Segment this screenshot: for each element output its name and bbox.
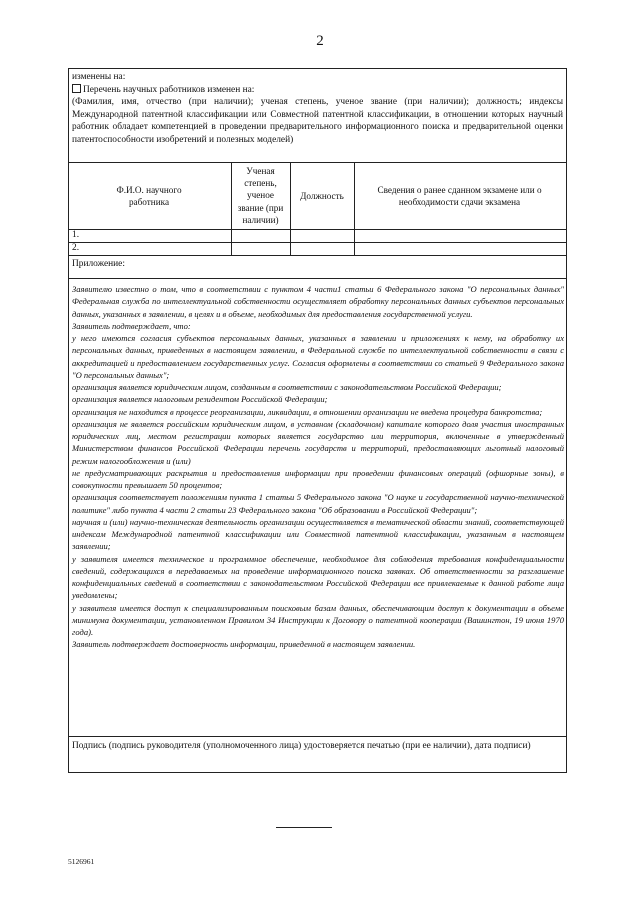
legal-bottom-border: [69, 736, 566, 737]
document-id: 5126961: [68, 857, 95, 866]
col-header-exam: Сведения о ранее сданном экзамене или о необходимости сдачи экзамена: [377, 185, 542, 208]
legal-paragraph: научная и (или) научно-техническая деятельность организации осуществляется в тематической области знаний, соответствующей индексам Международной патентной классификации или Совместной патентной классификации, указанным в настоящем заявлении;: [72, 516, 564, 552]
legal-paragraph: организация не находится в процессе реорганизации, ликвидации, в отношении организации не введена процедура банкротства;: [72, 406, 543, 417]
legal-paragraph: организация является налоговым резидентом Российской Федерации;: [72, 394, 328, 405]
legal-declarations: [72, 283, 564, 651]
legal-paragraph: Заявитель подтверждает достоверность информации, приведенной в настоящем заявлении.: [72, 639, 416, 650]
application-form-frame: [68, 68, 567, 773]
legal-paragraph: у заявителя имеется доступ к специализированным поисковым базам данных, обеспечивающим доступ к документации в объеме минимума документации, установленном Правилом 34 Инструкции к Договору о патентной кооперации (Вашингтон, 19 июня 1970 года).: [72, 602, 564, 637]
col-header-degree: Ученая степень, ученое звание (при наличии): [237, 166, 284, 225]
table-row-1-bottom-border: [69, 242, 566, 243]
attachment-label: Приложение:: [72, 259, 125, 269]
table-col-divider-3: [354, 162, 355, 255]
researchers-change-section: [72, 71, 563, 147]
table-top-border: [69, 162, 566, 163]
page-number: 2: [316, 33, 324, 49]
legal-paragraph: у заявителя имеется техническое и программное обеспечение, необходимое для соблюдения требования конфиденциальности сведений, содержащихся в передаваемых на проведение информационного поиска заявках. Об ответственности за разглашение конфиденциальных сведений в соответствии с законодательством Российской Федерации все привлекаемые к данной работе лица уведомлены;: [72, 553, 564, 601]
table-header-bottom-border: [69, 229, 566, 230]
legal-paragraph: организация не является российским юридическим лицом, в уставном (складочном) капитале которого доля участия иностранных юридических лиц, местом регистрации которых является государство или территория, включенные в утвержденный Министерством финансов Российской Федерации перечень государств и территорий, предоставляющих льготный налоговый режим налогообложения и (или): [72, 418, 564, 466]
col-header-fio: Ф.И.О. научного работника: [116, 185, 182, 208]
table-col-divider-2: [290, 162, 291, 255]
checkbox-label: Перечень научных работников изменен на:: [83, 84, 255, 95]
col-header-position: Должность: [300, 191, 344, 201]
footer-divider: [276, 827, 332, 828]
table-row-number: 1.: [72, 230, 80, 240]
table-col-divider-1: [231, 162, 232, 255]
legal-paragraph: Заявителю известно о том, что в соответствии с пунктом 4 части1 статьи 6 Федерального закона "О персональных данных" Федеральная служба по интеллектуальной собственности осуществляет обработку персональных данных субъектов персональных данных, указанных в заявлении, в целях и в объеме, необходимых для предоставления государственной услуги.: [72, 284, 564, 319]
researchers-list-checkbox-row: [72, 84, 563, 97]
legal-paragraph: организация соответствует положениям пункта 1 статьи 5 Федерального закона "О науке и государственной научно-технической политике" либо пункта 4 части 2 статьи 23 Федерального закона "Об образовании в Российской Федерации";: [72, 492, 564, 515]
table-row-2-bottom-border: [69, 255, 566, 256]
legal-paragraph: организация является юридическим лицом, созданным в соответствии с законодательством Российской Федерации;: [72, 382, 502, 392]
legal-paragraph: Заявитель подтверждает, что:: [72, 320, 191, 331]
changed-label: изменены на:: [72, 72, 126, 82]
legal-paragraph: не предусматривающих раскрытия и предоставления информации при проведении финансовых операций (офшорные зоны), в совокупности превышает 50 процентов;: [72, 467, 564, 490]
attachment-bottom-border: [69, 278, 566, 279]
table-row-number: 2.: [72, 243, 80, 253]
legal-paragraph: у него имеются согласия субъектов персональных данных, указанных в заявлении и приложениях к нему, на обработку их персональных данных, приведенных в настоящем заявлении, в Федеральной службе по интеллектуальной собственности в связи с аккредитацией и предоставлением государственных услуг. Согласия оформлены в соответствии со статьей 9 Федерального закона "О персональных данных";: [72, 333, 564, 380]
signature-note: Подпись (подпись руководителя (уполномоченного лица) удостоверяется печатью (при ее наличии), дата подписи): [72, 741, 531, 751]
checkbox-icon[interactable]: [72, 84, 81, 93]
researcher-fields-description: (Фамилия, имя, отчество (при наличии); ученая степень, ученое звание (при наличии); должность; индексы Международной патентной классификации или Совместной патентной классификации, в отношении которых научный работник обладает компетенцией в проведении предварительного информационного поиска и предварительной оценки патентоспособности изобретений и полезных моделей): [72, 97, 563, 145]
